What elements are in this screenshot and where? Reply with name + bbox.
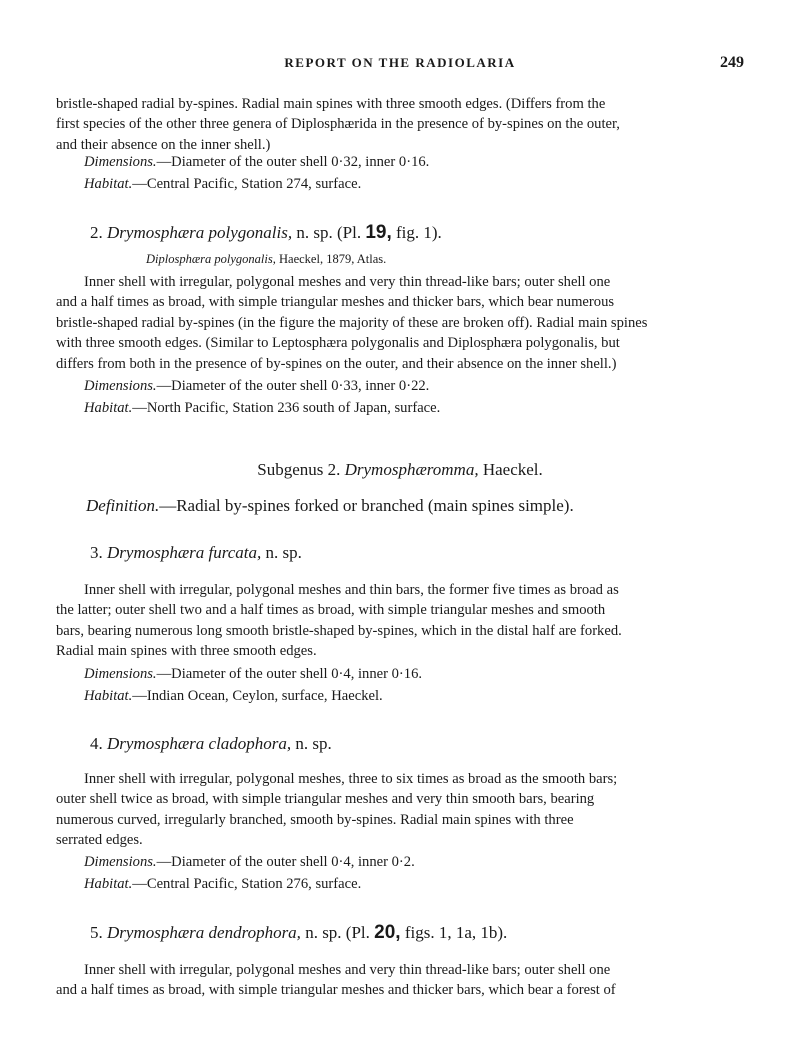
species-habitat bbox=[84, 874, 361, 894]
habitat-text: —Central Pacific, Station 276, surface. bbox=[132, 876, 362, 892]
habitat-text: —Central Pacific, Station 274, surface. bbox=[132, 176, 362, 192]
plate-number: 19, bbox=[365, 222, 392, 243]
species-heading bbox=[90, 922, 507, 944]
species-description bbox=[56, 769, 744, 851]
habitat-label: Habitat. bbox=[84, 176, 133, 192]
habitat-label: Habitat. bbox=[84, 876, 133, 892]
species-description bbox=[56, 580, 744, 662]
dimensions-label: Dimensions. bbox=[84, 854, 157, 870]
species-heading bbox=[90, 222, 442, 244]
subgenus-definition bbox=[86, 496, 574, 516]
dimensions-text: —Diameter of the outer shell 0·33, inner 0·22. bbox=[156, 378, 430, 394]
species-name: Drymosphæra dendrophora, bbox=[107, 923, 301, 942]
definition-label: Definition. bbox=[86, 496, 160, 515]
intro-habitat bbox=[84, 174, 361, 194]
species-dimensions bbox=[84, 664, 422, 684]
species-suffix: n. sp. bbox=[265, 543, 302, 562]
dimensions-text: —Diameter of the outer shell 0·32, inner 0·16. bbox=[156, 154, 430, 170]
subgenus-name: Drymosphæromma, bbox=[344, 460, 479, 479]
text-line: and a half times as broad, with simple triangular meshes and thicker bars, which bear numerous bbox=[56, 294, 615, 311]
text-line: the latter; outer shell two and a half times as broad, with simple triangular meshes and smooth bbox=[56, 602, 606, 619]
species-habitat bbox=[84, 686, 383, 706]
synonym-name: Diplosphæra polygonalis, bbox=[146, 252, 276, 266]
species-number: 4. bbox=[90, 734, 103, 753]
synonym-line bbox=[146, 252, 386, 267]
dimensions-label: Dimensions. bbox=[84, 154, 157, 170]
dimensions-label: Dimensions. bbox=[84, 666, 157, 682]
species-suffix: n. sp. (Pl. bbox=[305, 923, 370, 942]
species-name: Drymosphæra polygonalis, bbox=[107, 223, 293, 242]
definition-text: —Radial by-spines forked or branched (main spines simple). bbox=[159, 496, 574, 515]
species-number: 3. bbox=[90, 543, 103, 562]
text-line: serrated edges. bbox=[56, 832, 143, 849]
text-line: numerous curved, irregularly branched, smooth by-spines. Radial main spines with three bbox=[56, 811, 574, 828]
habitat-label: Habitat. bbox=[84, 400, 133, 416]
species-suffix: n. sp. (Pl. bbox=[296, 223, 362, 242]
text-line: first species of the other three genera of Diplosphærida in the presence of by-spines on the outer, bbox=[56, 116, 620, 133]
text-line: and their absence on the inner shell.) bbox=[56, 136, 271, 153]
species-dimensions bbox=[84, 376, 429, 396]
dimensions-label: Dimensions. bbox=[84, 378, 157, 394]
text-line: with three smooth edges. (Similar to Leptosphæra polygonalis and Diplosphæra polygonalis, but bbox=[56, 335, 620, 352]
species-description bbox=[56, 960, 744, 1001]
habitat-label: Habitat. bbox=[84, 688, 133, 704]
plate-number: 20, bbox=[374, 922, 401, 943]
species-habitat bbox=[84, 398, 440, 418]
page-number: 249 bbox=[720, 54, 744, 71]
text-line: Inner shell with irregular, polygonal meshes and thin bars, the former five times as broad as bbox=[84, 582, 619, 598]
habitat-text: —North Pacific, Station 236 south of Japan, surface. bbox=[132, 400, 441, 416]
figure-reference: fig. 1). bbox=[396, 223, 442, 242]
species-number: 2. bbox=[90, 223, 103, 242]
text-line: Inner shell with irregular, polygonal meshes and very thin thread-like bars; outer shell one bbox=[84, 962, 611, 978]
text-line: Inner shell with irregular, polygonal meshes and very thin thread-like bars; outer shell one bbox=[84, 274, 611, 290]
subgenus-author: Haeckel. bbox=[482, 460, 543, 479]
figure-reference: figs. 1, 1a, 1b). bbox=[404, 923, 508, 942]
text-line: Radial main spines with three smooth edges. bbox=[56, 643, 317, 660]
text-line: differs from both in the presence of by-spines on the outer, and their absence on the inner shell.) bbox=[56, 355, 617, 372]
subgenus-heading bbox=[0, 460, 800, 480]
species-dimensions bbox=[84, 852, 415, 872]
running-title: REPORT ON THE RADIOLARIA bbox=[284, 55, 516, 70]
intro-dimensions bbox=[84, 152, 429, 172]
species-heading bbox=[90, 734, 332, 754]
text-line: and a half times as broad, with simple triangular meshes and thicker bars, which bear a forest of bbox=[56, 982, 616, 999]
species-heading bbox=[90, 543, 302, 563]
species-name: Drymosphæra furcata, bbox=[107, 543, 262, 562]
text-line: bristle-shaped radial by-spines (in the figure the majority of these are broken off). Radial main spines bbox=[56, 314, 648, 331]
synonym-reference: Haeckel, 1879, Atlas. bbox=[279, 252, 387, 266]
text-line: Inner shell with irregular, polygonal meshes, three to six times as broad as the smooth bars; bbox=[84, 771, 618, 787]
text-line: bars, bearing numerous long smooth bristle-shaped by-spines, which in the distal half are forked. bbox=[56, 622, 622, 639]
species-description bbox=[56, 272, 744, 374]
species-suffix: n. sp. bbox=[295, 734, 332, 753]
dimensions-text: —Diameter of the outer shell 0·4, inner 0·2. bbox=[156, 854, 415, 870]
dimensions-text: —Diameter of the outer shell 0·4, inner 0·16. bbox=[156, 666, 423, 682]
species-number: 5. bbox=[90, 923, 103, 942]
intro-paragraph bbox=[56, 94, 744, 155]
habitat-text: —Indian Ocean, Ceylon, surface, Haeckel. bbox=[132, 688, 383, 704]
species-name: Drymosphæra cladophora, bbox=[107, 734, 292, 753]
subgenus-prefix: Subgenus 2. bbox=[257, 460, 341, 479]
text-line: bristle-shaped radial by-spines. Radial main spines with three smooth edges. (Differs from the bbox=[56, 96, 606, 112]
text-line: outer shell twice as broad, with simple triangular meshes and very thin smooth bars, bearing bbox=[56, 791, 595, 808]
